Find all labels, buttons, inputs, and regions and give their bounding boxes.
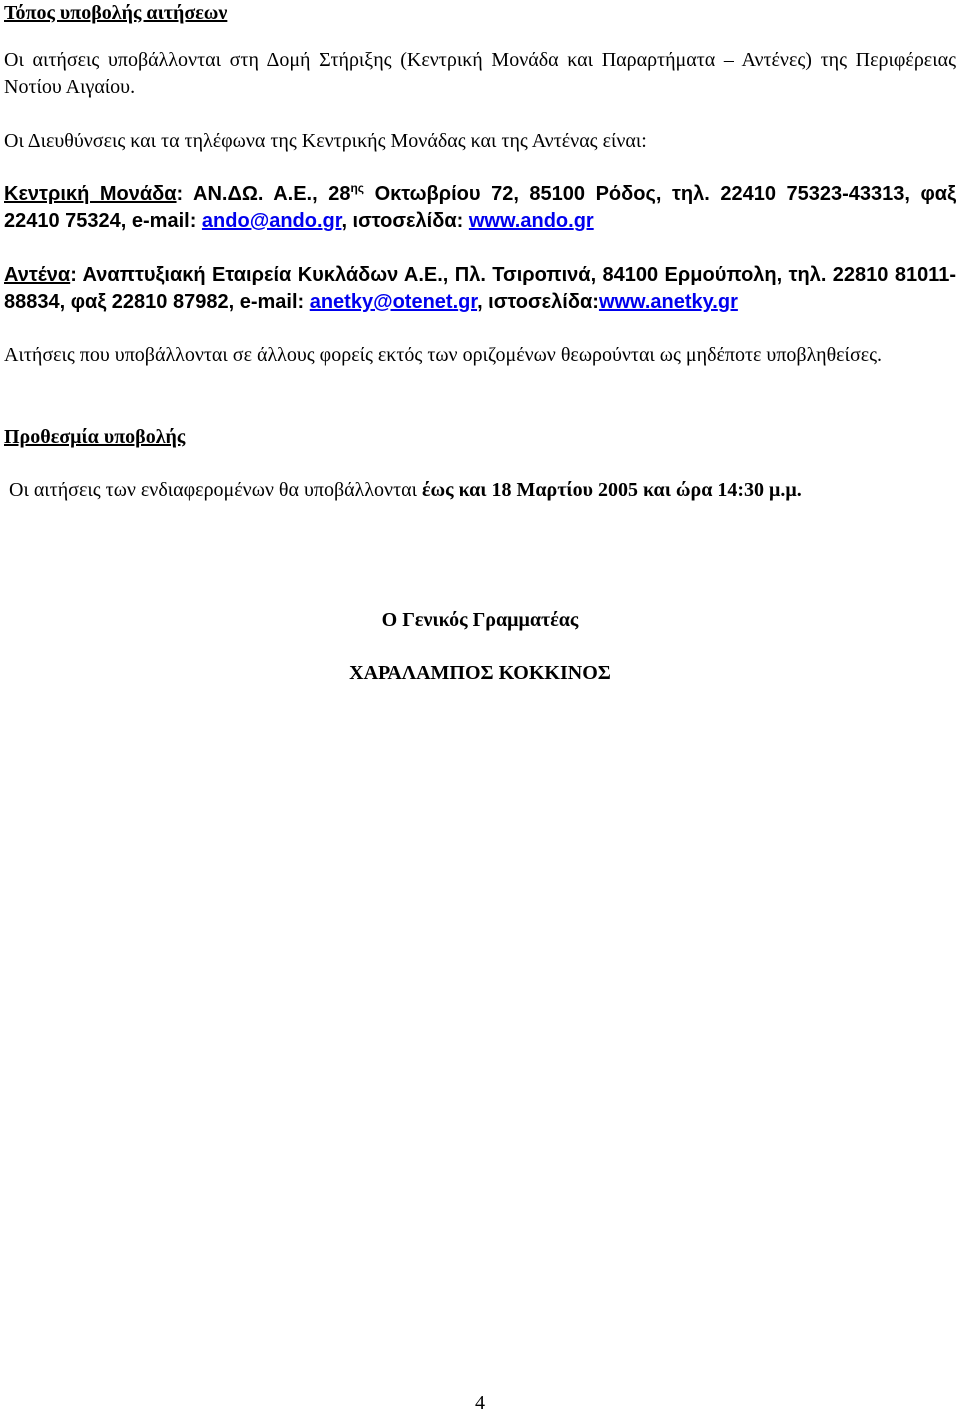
central-unit-email-link[interactable] (202, 210, 342, 232)
antenna-website-label: , ιστοσελίδα: (477, 291, 599, 313)
deadline-text: Οι αιτήσεις των ενδιαφερομένων θα υποβάλλονται (9, 479, 422, 501)
heading-submission-deadline: Προθεσμία υποβολής (4, 426, 186, 448)
website-tld: gr (573, 210, 594, 232)
paragraph-submission-location: Οι αιτήσεις υποβάλλονται στη Δομή Στήριξης (Κεντρική Μονάδα και Παραρτήματα – Αντένες) της Περιφέρειας Νοτίου Αιγαίου. (4, 49, 956, 98)
central-unit-address: Οκτωβρίου 72, 85100 Ρόδος, τηλ. 22410 75323-43313, φαξ 22410 75324, e-mail: (4, 183, 956, 232)
website-host: www.anetky. (598, 291, 718, 313)
email-user: anetky@otenet. (309, 291, 459, 313)
antenna-website-link[interactable] (599, 291, 738, 313)
website-tld: gr (717, 291, 738, 313)
central-unit-website-link[interactable] (469, 210, 594, 232)
page-number: 4 (475, 1392, 485, 1414)
email-tld: gr (458, 291, 478, 313)
website-host: www.ando. (468, 210, 574, 232)
central-unit-name: : ΑΝ.ΔΩ. Α.Ε., 28 (176, 183, 351, 205)
deadline-date: έως και 18 Μαρτίου 2005 και ώρα 14:30 μ.μ. (421, 479, 802, 501)
signature-name: ΧΑΡΑΛΑΜΠΟΣ ΚΟΚΚΙΝΟΣ (349, 662, 611, 684)
email-tld: gr (322, 210, 342, 232)
paragraph-deadline (9, 477, 960, 504)
ordinal-suffix: ης (350, 181, 365, 195)
central-unit-website-label: , ιστοσελίδα: (341, 210, 469, 232)
antenna-label: Αντένα (4, 264, 71, 286)
heading-submission-place: Τόπος υποβολής αιτήσεων (4, 2, 228, 24)
email-user: ando@ando. (201, 210, 323, 232)
central-unit-label: Κεντρική Μονάδα (4, 183, 177, 205)
paragraph-addresses-intro: Οι Διευθύνσεις και τα τηλέφωνα της Κεντρικής Μονάδας και της Αντένας είναι: (4, 130, 647, 152)
paragraph-invalid-submissions: Αιτήσεις που υποβάλλονται σε άλλους φορείς εκτός των οριζομένων θεωρούνται ως μηδέποτε υποβληθείσες. (4, 344, 883, 366)
central-unit-contact (4, 181, 956, 235)
antenna-email-link[interactable] (310, 291, 477, 313)
antenna-details: : Αναπτυξιακή Εταιρεία Κυκλάδων Α.Ε., Πλ. Τσιροπινά, 84100 Ερμούπολη, τηλ. 22810 81011-88834, φαξ 22810 87982, e-mail: (4, 264, 956, 313)
signature-title: Ο Γενικός Γραμματέας (381, 609, 579, 631)
antenna-contact (4, 262, 956, 316)
